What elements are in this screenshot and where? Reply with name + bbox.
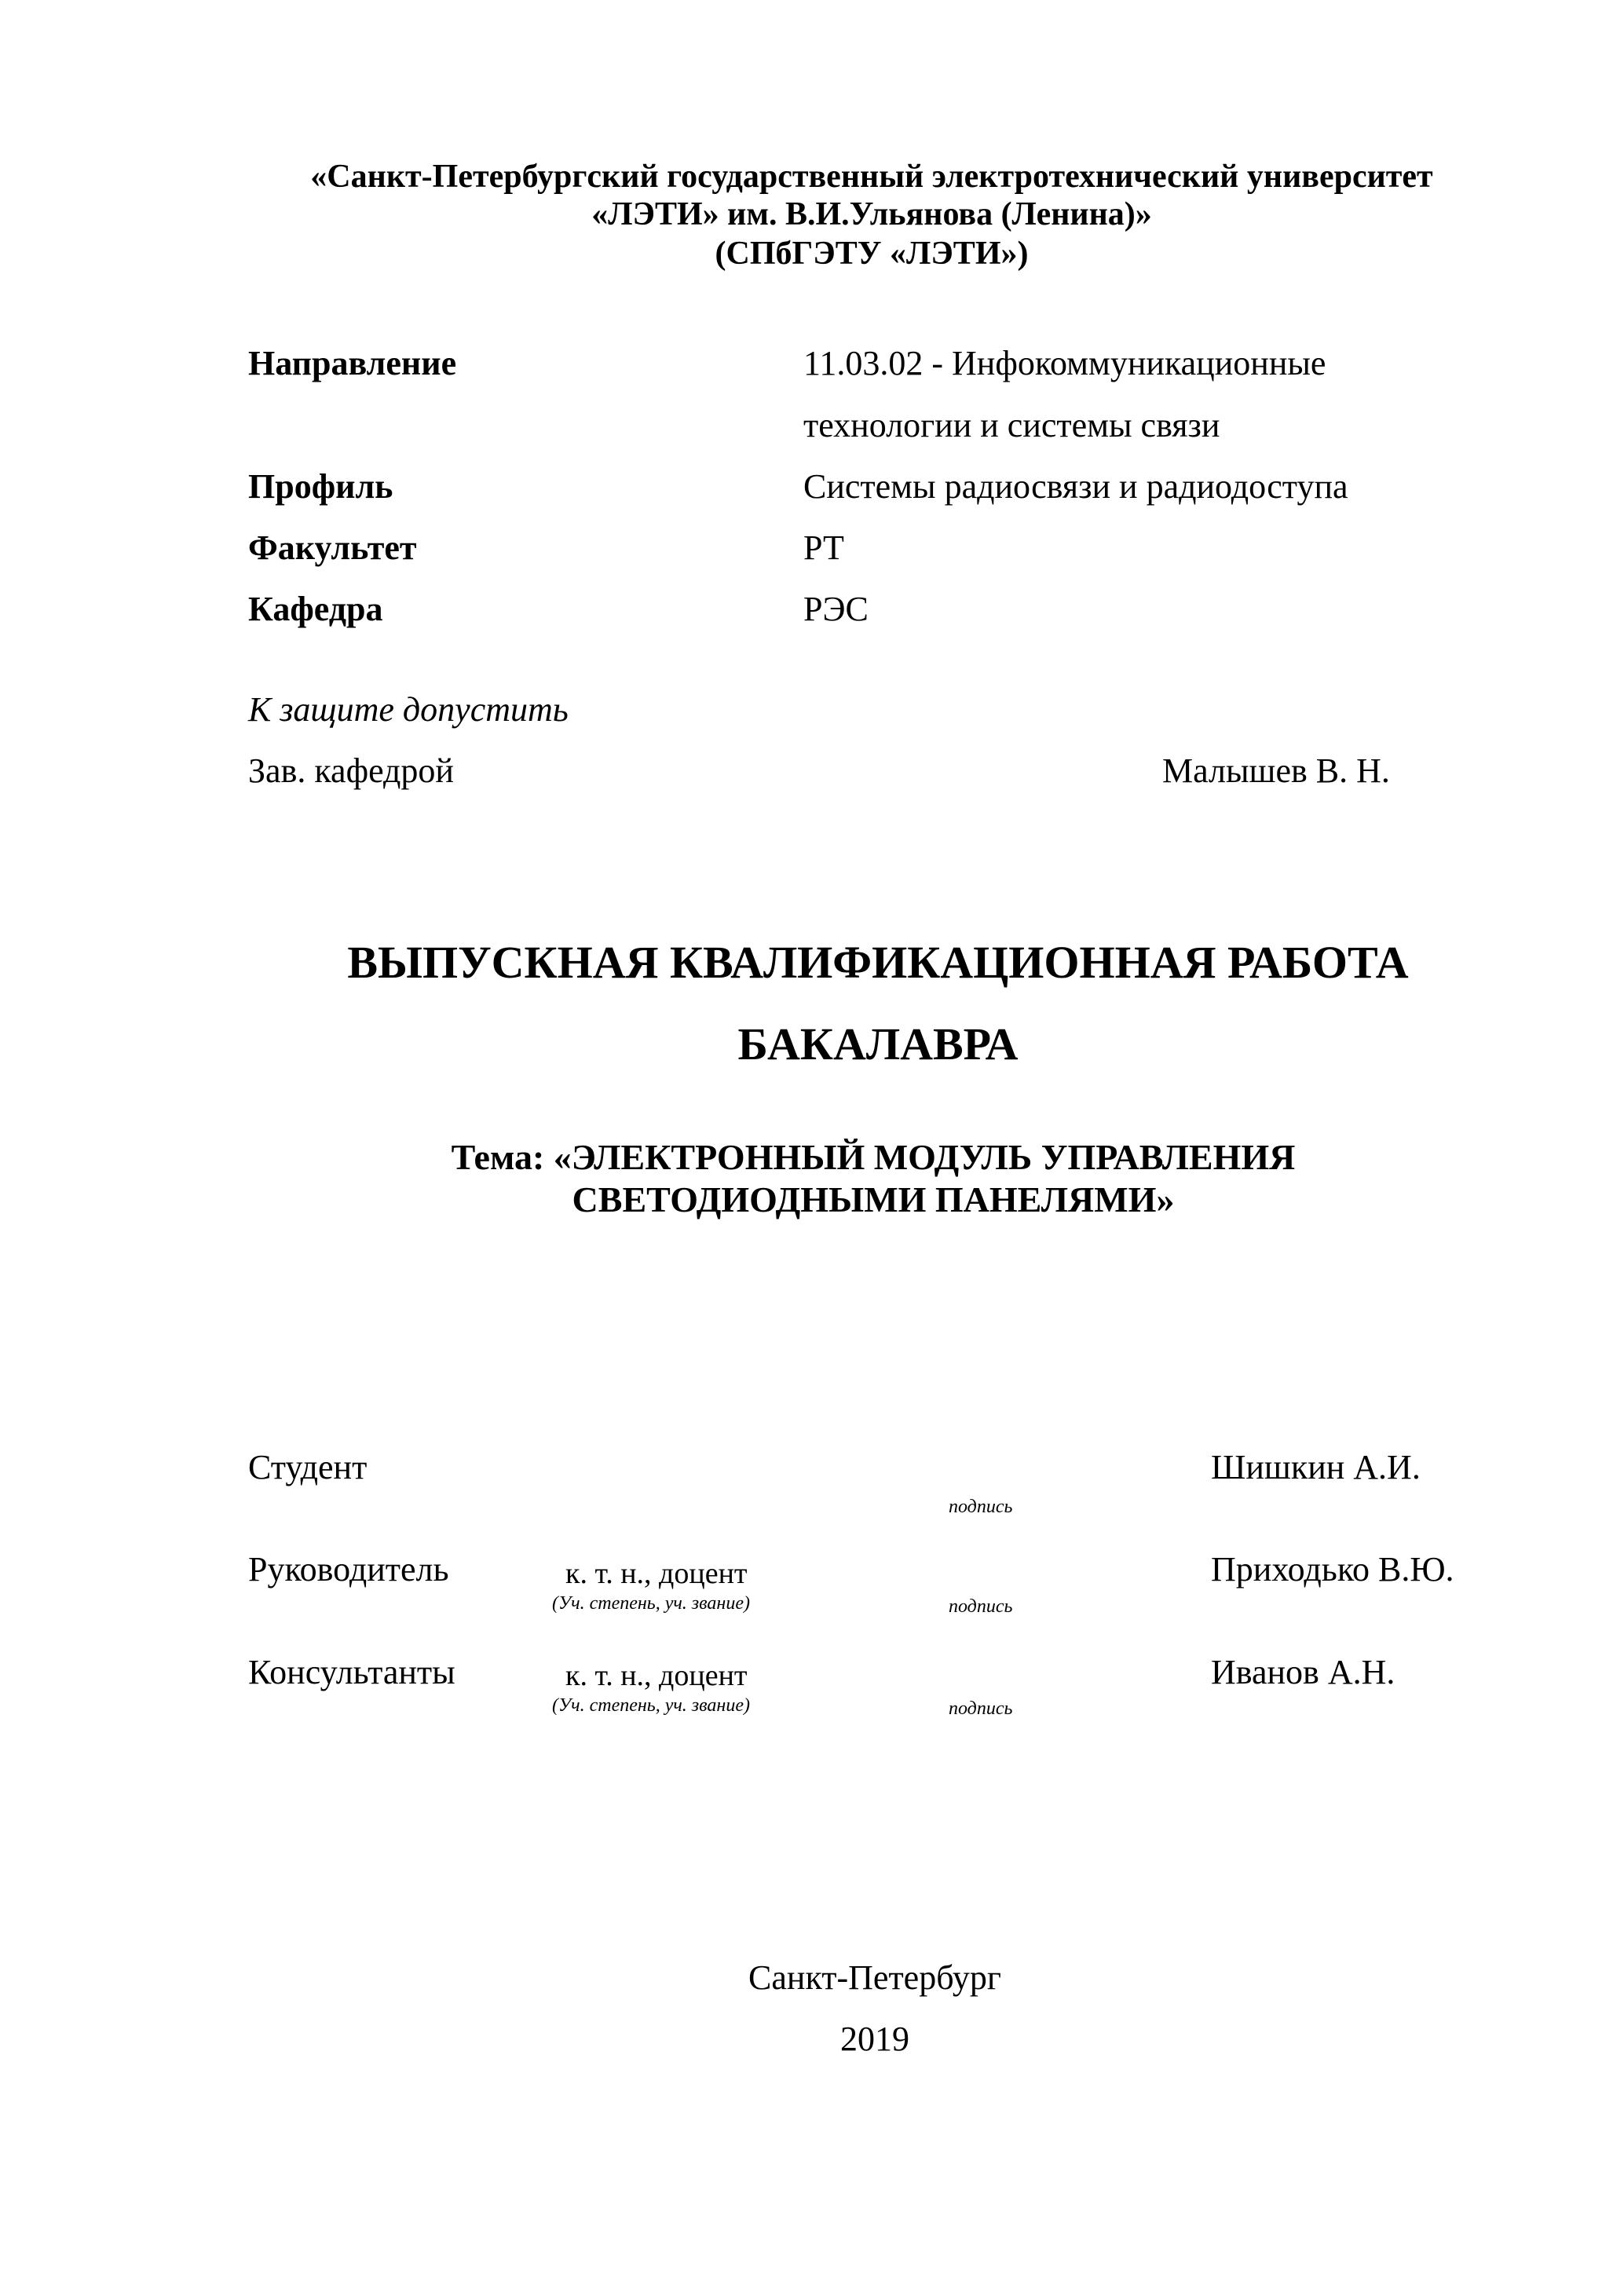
footer-city: Санкт-Петербург: [748, 1958, 1001, 1997]
department-head-name: Малышев В. Н.: [1162, 751, 1390, 790]
student-name: Шишкин А.И.: [1211, 1448, 1421, 1486]
direction-value-line-2: технологии и системы связи: [803, 406, 1220, 444]
department-value: РЭС: [803, 590, 869, 628]
work-title-line-2: БАКАЛАВРА: [737, 1018, 1019, 1069]
topic-line-1: Тема: «ЭЛЕКТРОННЫЙ МОДУЛЬ УПРАВЛЕНИЯ: [451, 1137, 1296, 1177]
consultant-name: Иванов А.Н.: [1211, 1653, 1395, 1691]
consultant-degree: к. т. н., доцент: [565, 1659, 748, 1692]
student-signature-hint: подпись: [949, 1497, 1013, 1517]
university-name-line-1: «Санкт-Петербургский государственный электротехнический университет: [310, 159, 1433, 195]
supervisor-role: Руководитель: [248, 1550, 449, 1589]
direction-label: Направление: [248, 344, 457, 382]
supervisor-degree-hint: (Уч. степень, уч. звание): [552, 1593, 750, 1614]
supervisor-name: Приходько В.Ю.: [1211, 1550, 1454, 1589]
admission-note: К защите допустить: [248, 690, 569, 729]
profile-label: Профиль: [248, 467, 393, 506]
supervisor-signature-hint: подпись: [949, 1596, 1013, 1617]
consultant-role: Консультанты: [248, 1653, 455, 1691]
work-title-line-1: ВЫПУСКНАЯ КВАЛИФИКАЦИОННАЯ РАБОТА: [347, 937, 1409, 988]
department-label: Кафедра: [248, 590, 383, 628]
student-role: Студент: [248, 1448, 368, 1486]
consultant-signature-hint: подпись: [949, 1698, 1013, 1719]
supervisor-degree: к. т. н., доцент: [565, 1557, 748, 1590]
department-head-label: Зав. кафедрой: [248, 751, 454, 790]
university-name-line-2: «ЛЭТИ» им. В.И.Ульянова (Ленина)»: [591, 196, 1152, 232]
profile-value: Системы радиосвязи и радиодоступа: [803, 467, 1348, 506]
topic-line-2: СВЕТОДИОДНЫМИ ПАНЕЛЯМИ»: [572, 1179, 1175, 1219]
direction-value-line-1: 11.03.02 - Инфокоммуникационные: [803, 344, 1326, 382]
faculty-label: Факультет: [248, 528, 417, 567]
university-abbreviation: (СПбГЭТУ «ЛЭТИ»): [715, 236, 1029, 272]
footer-year: 2019: [840, 2020, 909, 2058]
consultant-degree-hint: (Уч. степень, уч. звание): [552, 1695, 750, 1716]
faculty-value: РТ: [803, 528, 844, 567]
